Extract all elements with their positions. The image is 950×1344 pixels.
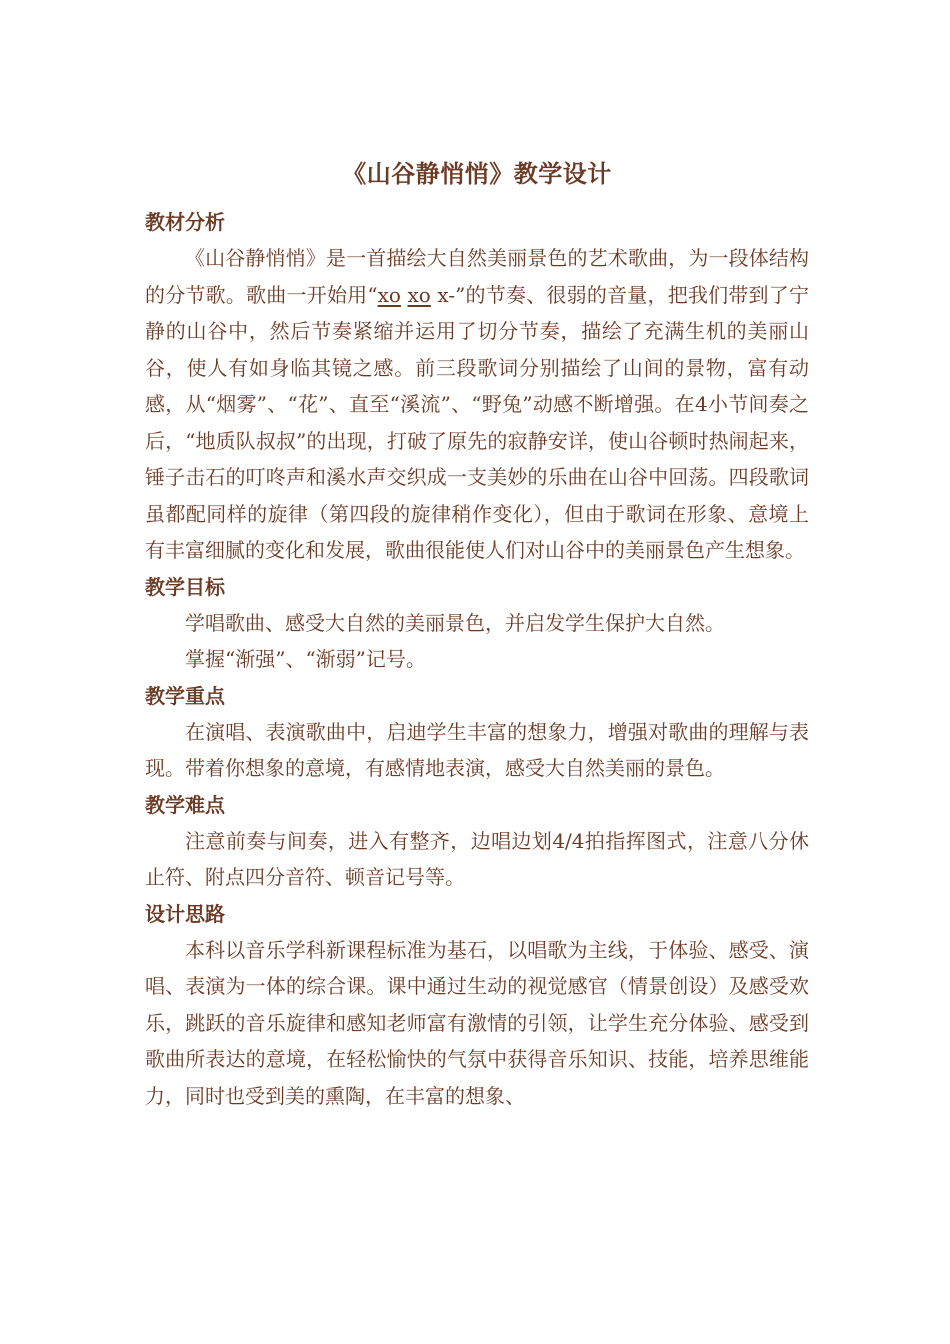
section-heading: 教学难点 [145,792,225,817]
rhythm-notation: xo [407,282,431,307]
document-body [145,152,809,1114]
section-teaching-goals [145,569,809,678]
section-teaching-difficulty [145,787,809,896]
rhythm-notation: xo [377,282,401,307]
paragraph: 学唱歌曲、感受大自然的美丽景色，并启发学生保护大自然。 [185,610,725,635]
section-heading: 教学目标 [145,574,225,599]
paragraph: 本科以音乐学科新课程标准为基石，以唱歌为主线，于体验、感受、演唱、表演为一体的综合课。课中通过生动的视觉感官（情景创设）及感受欢乐，跳跃的音乐旋律和感知老师富有激情的引领，让学生充分体验、感受到歌曲所表达的意境，在轻松愉快的气氛中获得音乐知识、技能，培养思维能力，同时也受到美的熏陶，在丰富的想象、 [145,937,809,1108]
section-heading: 教材分析 [145,210,225,234]
paragraph [145,240,809,569]
paragraph: 注意前奏与间奏，进入有整齐，边唱边划4/4拍指挥图式，注意八分休止符、附点四分音符、顿音记号等。 [145,828,809,889]
section-design-ideas [145,896,809,1115]
paragraph: 在演唱、表演歌曲中，启迪学生丰富的想象力，增强对歌曲的理解与表现。带着你想象的意境，有感情地表演，感受大自然美丽的景色。 [145,719,809,780]
section-heading: 设计思路 [145,901,225,926]
document-title: 《山谷静悄悄》教学设计 [342,159,612,188]
rhythm-space [401,283,408,307]
paragraph-text: x-”的节奏、很弱的音量，把我们带到了宁静的山谷中，然后节奏紧缩并运用了切分节奏，描绘了充满生机的美丽山谷，使人有如身临其镜之感。前三段歌词分别描绘了山间的景物，富有动感，从“烟雾”、“花”、直至“溪流”、“野兔”动感不断增强。在4小节间奏之后，“地质队叔叔”的出现，打破了原先的寂静安详，使山谷顿时热闹起来，锤子击石的叮咚声和溪水声交织成一支美妙的乐曲在山谷中回荡。四段歌词虽都配同样的旋律（第四段的旋律稍作变化），但由于歌词在形象、意境上有丰富细腻的变化和发展，歌曲很能使人们对山谷中的美丽景色产生想象。 [145,282,809,562]
paragraph-text: 《山谷静悄悄》是一首描绘大自然美丽景色的艺术歌曲，为一段体结构的分节歌。歌曲一开始用“ [145,246,809,307]
section-textbook-analysis [145,204,809,569]
section-teaching-focus [145,678,809,787]
section-heading: 教学重点 [145,683,225,708]
paragraph: 掌握“渐强”、“渐弱”记号。 [185,647,426,671]
